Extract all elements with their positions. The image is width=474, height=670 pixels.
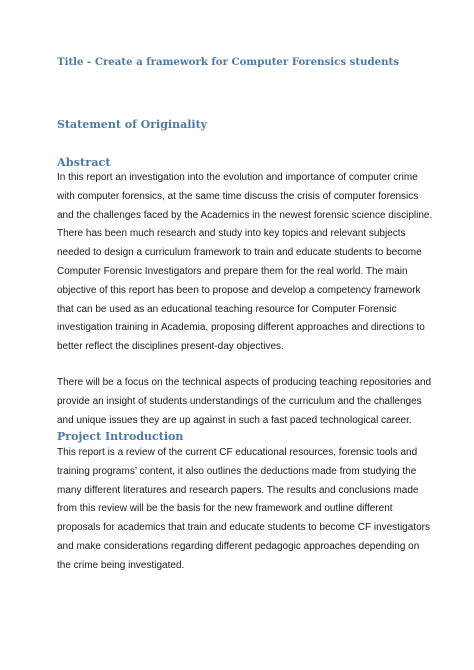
text-line: objective of this report has been to propose and develop a competency framework bbox=[57, 284, 421, 296]
text-line: This report is a review of the current CF educational resources, forensic tools and bbox=[57, 447, 418, 458]
project-introduction-paragraph bbox=[57, 444, 430, 576]
text-line: and the challenges faced by the Academics in the newest forensic science discipline. bbox=[57, 209, 433, 221]
text-line: from this review will be the basis for the new framework and outline different bbox=[57, 503, 393, 515]
text-line: that can be used as an educational teaching resource for Computer Forensic bbox=[57, 303, 397, 315]
text-line: There will be a focus on the technical aspects of producing teaching repositories and bbox=[57, 377, 432, 388]
text-line: better reflect the disciplines present-day objectives. bbox=[57, 341, 284, 353]
text-line: training programs’ content, it also outlines the deductions made from studying the bbox=[57, 465, 417, 477]
text-line: and make considerations regarding different pedagogic approaches depending on bbox=[57, 540, 420, 552]
text-line: many different literatures and research papers. The results and conclusions made bbox=[57, 484, 419, 496]
text-line: needed to design a curriculum framework to train and educate students to become bbox=[57, 247, 422, 259]
statement-of-originality-heading: Statement of Originality bbox=[57, 118, 208, 131]
text-line: There has been much research and study into key topics and relevant subjects bbox=[57, 228, 406, 240]
document-title: Title - Create a framework for Computer Forensics students bbox=[57, 56, 399, 68]
text-line: provide an insight of students understandings of the curriculum and the challenges bbox=[57, 395, 422, 407]
text-line: with computer forensics, at the same time discuss the crisis of computer forensics bbox=[57, 190, 419, 202]
abstract-paragraph-2 bbox=[57, 374, 432, 430]
text-line: investigation training in Academia, proposing different approaches and directions to bbox=[57, 322, 425, 334]
project-introduction-heading: Project Introduction bbox=[57, 430, 184, 443]
text-line: In this report an investigation into the evolution and importance of computer crime bbox=[57, 172, 418, 183]
abstract-paragraph-1 bbox=[57, 169, 433, 357]
text-line: proposals for academics that train and educate students to become CF investigators bbox=[57, 522, 430, 534]
text-line: and unique issues they are up against in such a fast paced technological career. bbox=[57, 414, 412, 426]
abstract-heading: Abstract bbox=[57, 155, 111, 169]
text-line: the crime being investigated. bbox=[57, 559, 185, 571]
text-line: Computer Forensic Investigators and prepare them for the real world. The main bbox=[57, 265, 408, 277]
